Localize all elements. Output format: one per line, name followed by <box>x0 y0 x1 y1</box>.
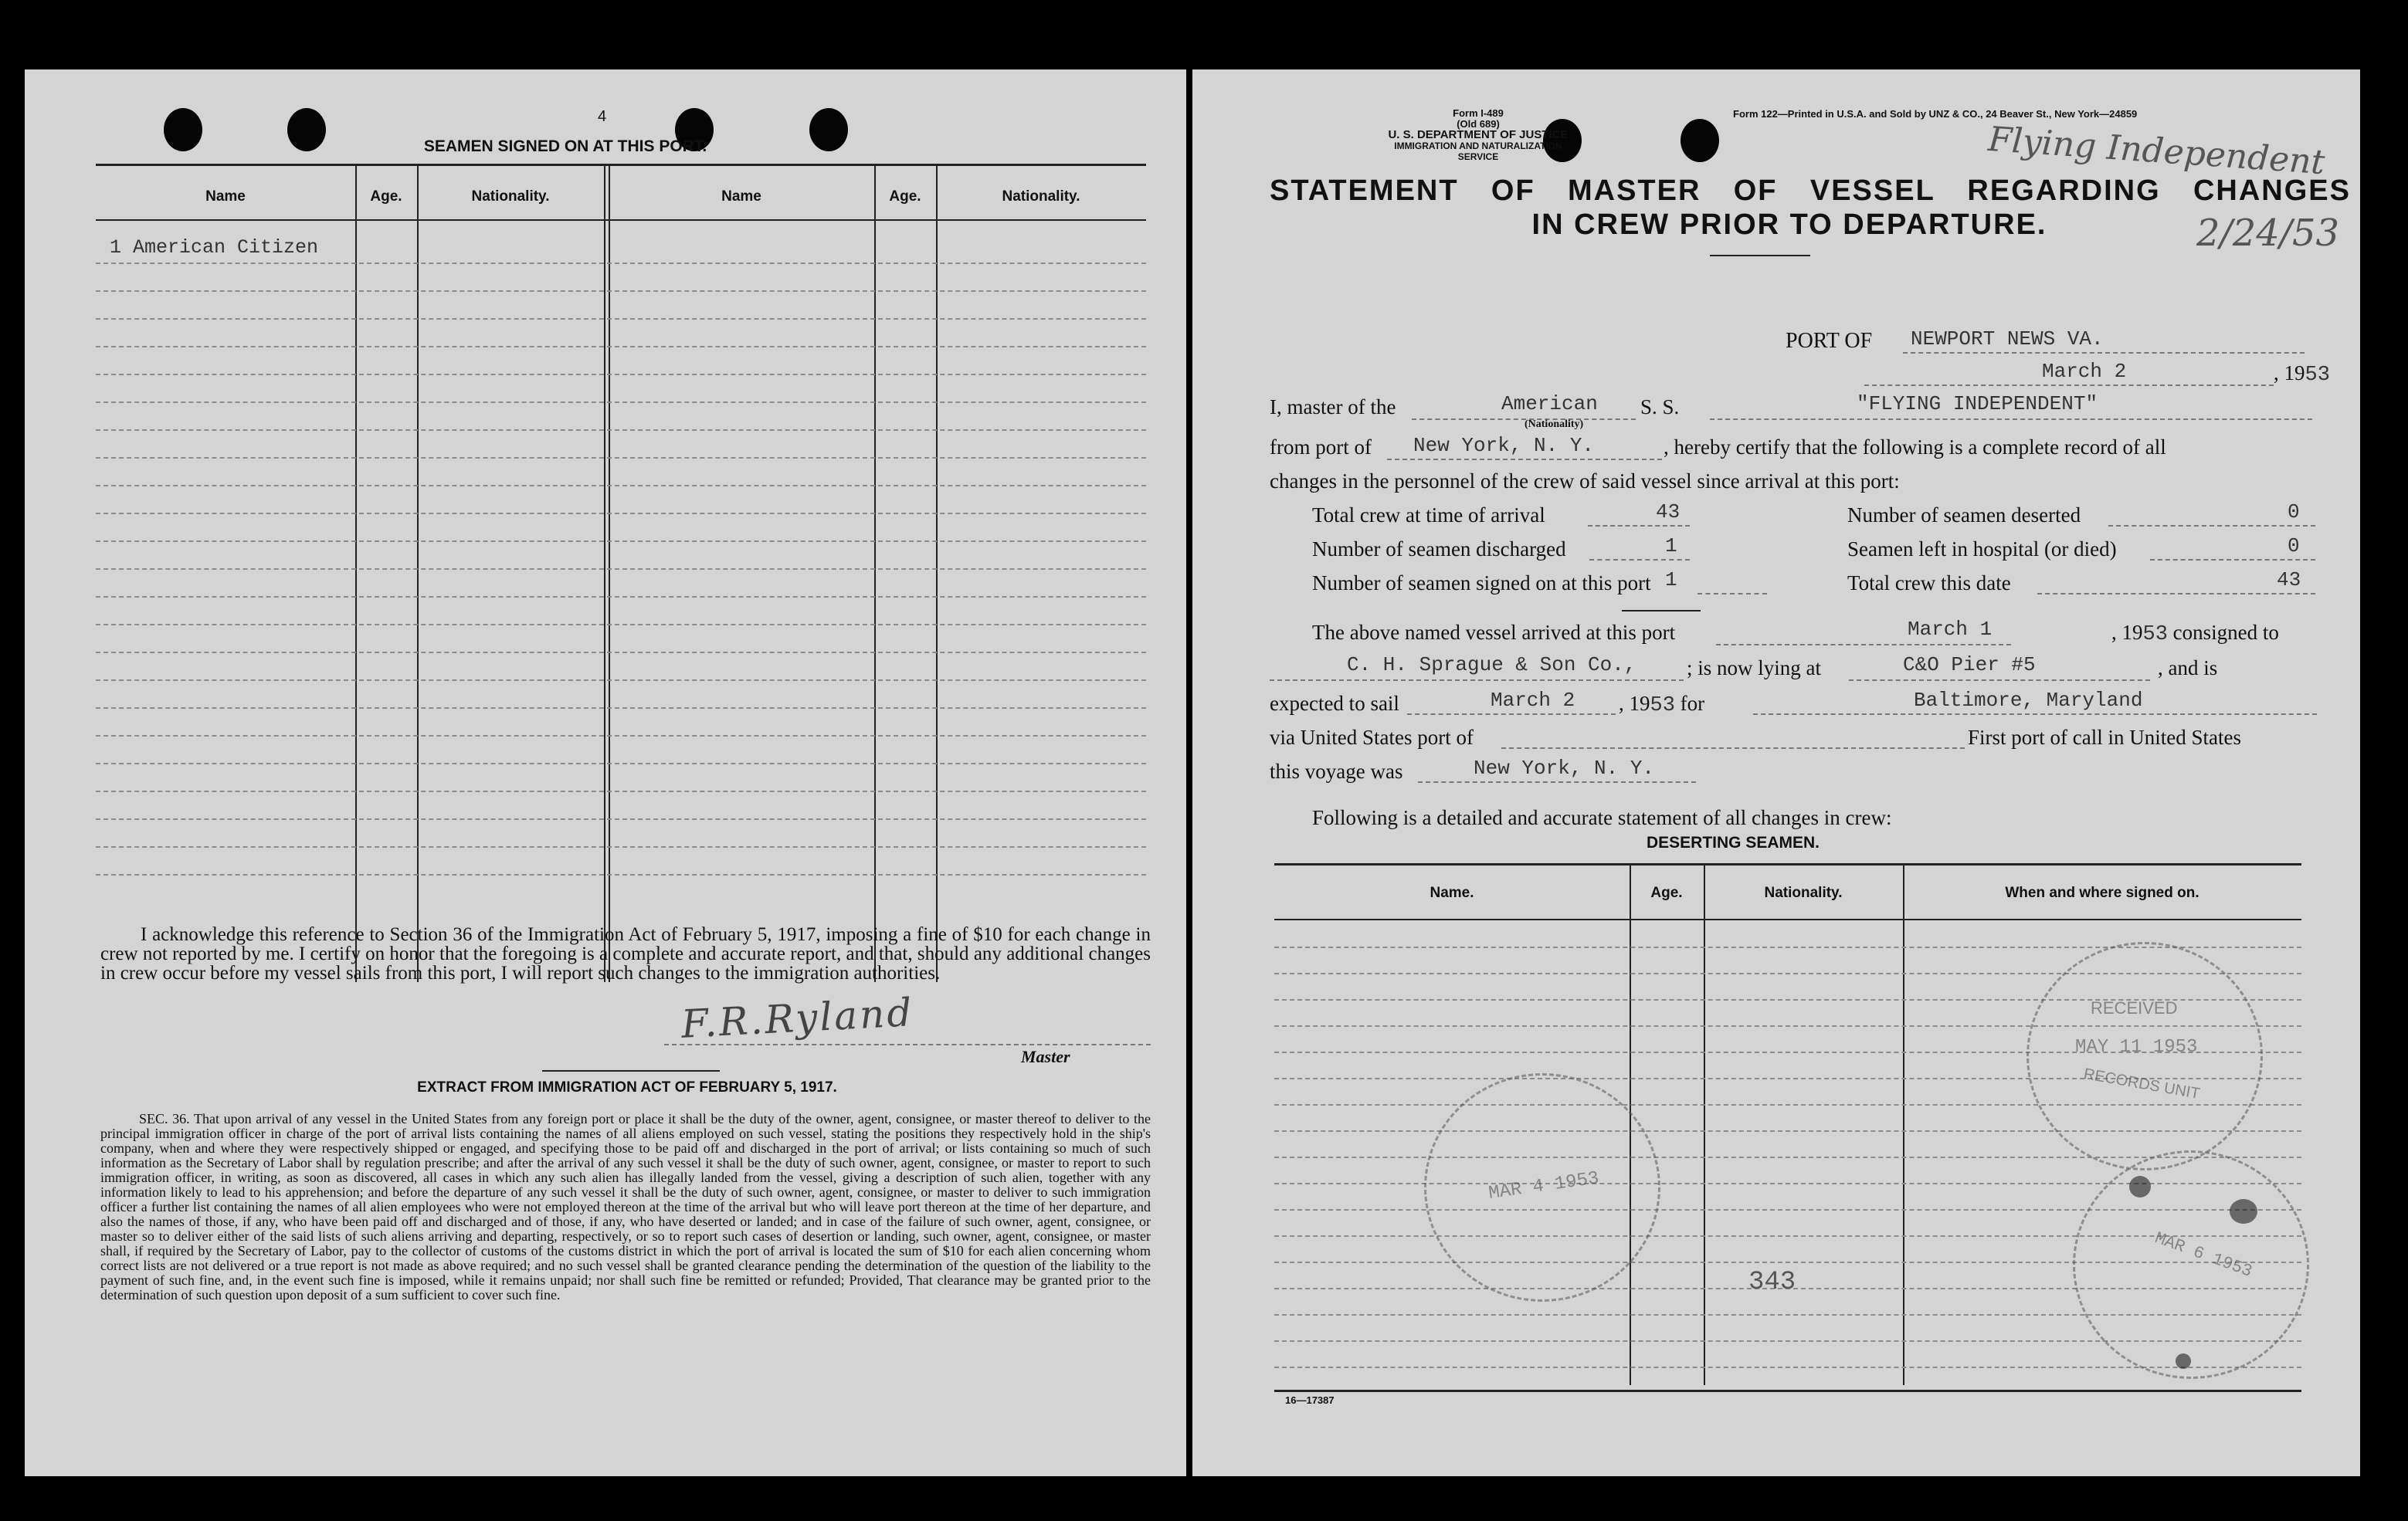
signed-on-value: 1 <box>1665 568 1677 591</box>
table-row-line <box>96 513 1146 514</box>
first-port-label: First port of call in United States <box>1968 726 2241 749</box>
col-desert-signed-on: When and where signed on. <box>2005 885 2199 901</box>
year-label: , 1953 <box>2274 361 2330 387</box>
table-row-line <box>96 624 1146 625</box>
table-row-line <box>96 457 1146 459</box>
table-row-line <box>96 263 1146 264</box>
signature: F.R.Ryland <box>680 990 915 1047</box>
table-row-line <box>96 846 1146 848</box>
this-voyage-label: this voyage was <box>1270 760 1403 783</box>
hospital-value: 0 <box>2288 534 2300 557</box>
table-row-line <box>96 290 1146 292</box>
left-date-stamp: MAR 4 1953 <box>1424 1073 1660 1302</box>
expected-label: expected to sail <box>1270 692 1399 715</box>
via-label: via United States port of <box>1270 726 1474 749</box>
from-port-label: from port of <box>1270 435 1372 459</box>
table-row-line <box>96 818 1146 820</box>
table-row-line <box>96 318 1146 320</box>
lying-label: ; is now lying at <box>1687 656 1821 679</box>
hospital-label: Seamen left in hospital (or died) <box>1847 537 2117 561</box>
punch-hole <box>287 108 326 151</box>
following-text: Following is a detailed and accurate statement of all changes in crew: <box>1312 806 1892 829</box>
lying-value: C&O Pier #5 <box>1903 653 2036 676</box>
total-crew-arrival-value: 43 <box>1656 500 1681 523</box>
punch-hole <box>1681 119 1719 162</box>
col-name: Name <box>205 188 246 205</box>
master-label: Master <box>1021 1047 1070 1066</box>
total-today-value: 43 <box>2277 568 2301 591</box>
table-row-line <box>96 707 1146 709</box>
port-label: PORT OF <box>1786 329 1873 353</box>
first-port-value: New York, N. Y. <box>1474 757 1655 780</box>
port-value: NEWPORT NEWS VA. <box>1911 327 2104 351</box>
col-desert-name: Name. <box>1430 885 1474 901</box>
certify-text: , hereby certify that the following is a complete record of all <box>1664 435 2166 459</box>
received-stamp: RECEIVED MAY 11 1953 RECORDS UNIT <box>2026 942 2263 1170</box>
table-row-line <box>96 679 1146 681</box>
table-row-line <box>96 763 1146 764</box>
col-name-2: Name <box>721 188 761 205</box>
punch-hole <box>164 108 202 151</box>
arrived-date: March 1 <box>1908 618 1993 641</box>
table-row-line <box>96 346 1146 347</box>
handwritten-vessel: Flying Independent <box>1986 119 2326 183</box>
table-row-line <box>96 568 1146 570</box>
col-desert-nationality: Nationality. <box>1764 885 1843 901</box>
printer-line: Form 122—Printed in U.S.A. and Sold by UNZ & CO., 24 Beaver St., New York—24859 <box>1733 108 2138 120</box>
and-is: , and is <box>2158 656 2218 679</box>
col-age-2: Age. <box>889 188 921 205</box>
deserted-label: Number of seamen deserted <box>1847 503 2081 527</box>
table-row-line <box>96 374 1146 375</box>
expected-date: March 2 <box>1491 689 1575 712</box>
vessel-name: "FLYING INDEPENDENT" <box>1857 392 2098 415</box>
extract-text: SEC. 36. That upon arrival of any vessel in the United States from any foreign port or place it shall be the duty of the owner, agent, consignee, or master thereof to deliver to the principal immigration officer in charge of the port of arrival lists containing the names of all aliens employed on such vessel, stating the positions they respectively hold in the ship's company, when and where they were respectively shipped or engaged, and specifying those to be paid off and discharged in the port of arrival; or lists containing so much of such information as the Secretary of Labor shall by regulation prescribe; and after the arrival of any such vessel it shall be the duty of such owner, agent, consignee, or master to report to such immigration officer, in writing, as soon as discovered, all cases in which any such alien has illegally landed from the vessel, giving a description of such alien, together with any information likely to lead to his apprehension; and before the departure of any such vessel it shall be the duty of such owner, agent, consignee, or master to deliver to such immigration officer a further list containing the names of all alien employees who were not employed thereon at the time of the arrival but who will leave port thereon at the time of her departure, and also the names of those, if any, who have been paid off and discharged and of those, if any, who have deserted or landed; and in case of the failure of such owner, agent, consignee, or master so to deliver either of the said lists of such aliens arriving and departing, respectively, or so to report such cases of desertion or landing, such owner, agent, consignee, or master shall, if required by the Secretary of Labor, pay to the collector of customs of the customs district in which the port of arrival is located the sum of $10 for each alien concerning whom correct lists are not delivered or a true report is not made as above required; and no such vessel shall be granted clearance pending the determination of the question of the liability to the payment of such fine, and, in the event such fine is imposed, while it remains unpaid; nor shall such fine be remitted or refunded; Provided, That clearance may be granted prior to the determination of such question upon deposit of a sum sufficient to cover such fine. <box>100 1111 1151 1303</box>
left-page <box>25 69 1186 1476</box>
ss-label: S. S. <box>1640 395 1680 418</box>
deserting-title: DESERTING SEAMEN. <box>1646 834 1820 852</box>
discharged-label: Number of seamen discharged <box>1312 537 1566 561</box>
handwritten-date: 2/24/53 <box>2196 212 2340 255</box>
col-desert-age: Age. <box>1650 885 1683 901</box>
page-number: 4 <box>598 108 607 125</box>
extract-title: EXTRACT FROM IMMIGRATION ACT OF FEBRUARY 5, 1917. <box>417 1079 837 1096</box>
expected-year: , 1953 for <box>1619 692 1705 717</box>
deserted-value: 0 <box>2288 500 2300 523</box>
right-date-stamp: MAR 6 1953 <box>2073 1150 2309 1379</box>
form-title-line2: IN CREW PRIOR TO DEPARTURE. <box>1531 208 2047 241</box>
from-port-value: New York, N. Y. <box>1413 434 1595 457</box>
table-row-line <box>96 652 1146 653</box>
nationality-caption: (Nationality) <box>1525 418 1584 430</box>
consignee: C. H. Sprague & Son Co., <box>1347 653 1636 676</box>
footer-code: 16—17387 <box>1285 1394 1335 1406</box>
arrived-label: The above named vessel arrived at this port <box>1312 621 1676 644</box>
signed-on-label: Number of seamen signed on at this port <box>1312 571 1651 595</box>
first-entry: 1 American Citizen <box>110 236 319 259</box>
col-age: Age. <box>370 188 402 205</box>
table-row-line <box>96 791 1146 792</box>
number-stamp: 343 <box>1748 1268 1796 1297</box>
table-row-line <box>96 735 1146 737</box>
right-page <box>1192 69 2360 1476</box>
table-row-line <box>96 429 1146 431</box>
form-title-line1: STATEMENT OF MASTER OF VESSEL REGARDING CHANGES <box>1270 174 2351 207</box>
table-row-line <box>96 485 1146 486</box>
table-row-line <box>96 596 1146 598</box>
form-block: Form I-489 (Old 689) U. S. DEPARTMENT OF JUSTICE IMMIGRATION AND NATURALIZATION SERVICE <box>1388 107 1569 162</box>
punch-hole <box>809 108 848 151</box>
total-today-label: Total crew this date <box>1847 571 2011 595</box>
discharged-value: 1 <box>1665 534 1677 557</box>
left-title: SEAMEN SIGNED ON AT THIS PORT. <box>423 137 707 155</box>
table-row-line <box>96 401 1146 403</box>
certify-text-2: changes in the personnel of the crew of said vessel since arrival at this port: <box>1270 469 1900 493</box>
col-nationality: Nationality. <box>471 188 550 205</box>
total-crew-arrival-label: Total crew at time of arrival <box>1312 503 1545 527</box>
table-row-line <box>96 540 1146 542</box>
nationality-value: American <box>1501 392 1598 415</box>
master-of-label: I, master of the <box>1270 395 1396 418</box>
date-value: March 2 <box>2042 360 2127 383</box>
destination: Baltimore, Maryland <box>1914 689 2143 712</box>
acknowledgment-text: I acknowledge this reference to Section 36 of the Immigration Act of February 5, 1917, imposing a fine of $10 for each change in crew not reported by me. I certify on honor that the foregoing is a complete and accurate report, and that, should any additional changes in crew occur before my vessel sails from this port, I will report such changes to the immigration authorities. <box>100 924 1151 984</box>
table-row-line <box>96 874 1146 876</box>
col-nationality-2: Nationality. <box>1002 188 1080 205</box>
arrived-year: , 1953 consigned to <box>2111 621 2279 646</box>
